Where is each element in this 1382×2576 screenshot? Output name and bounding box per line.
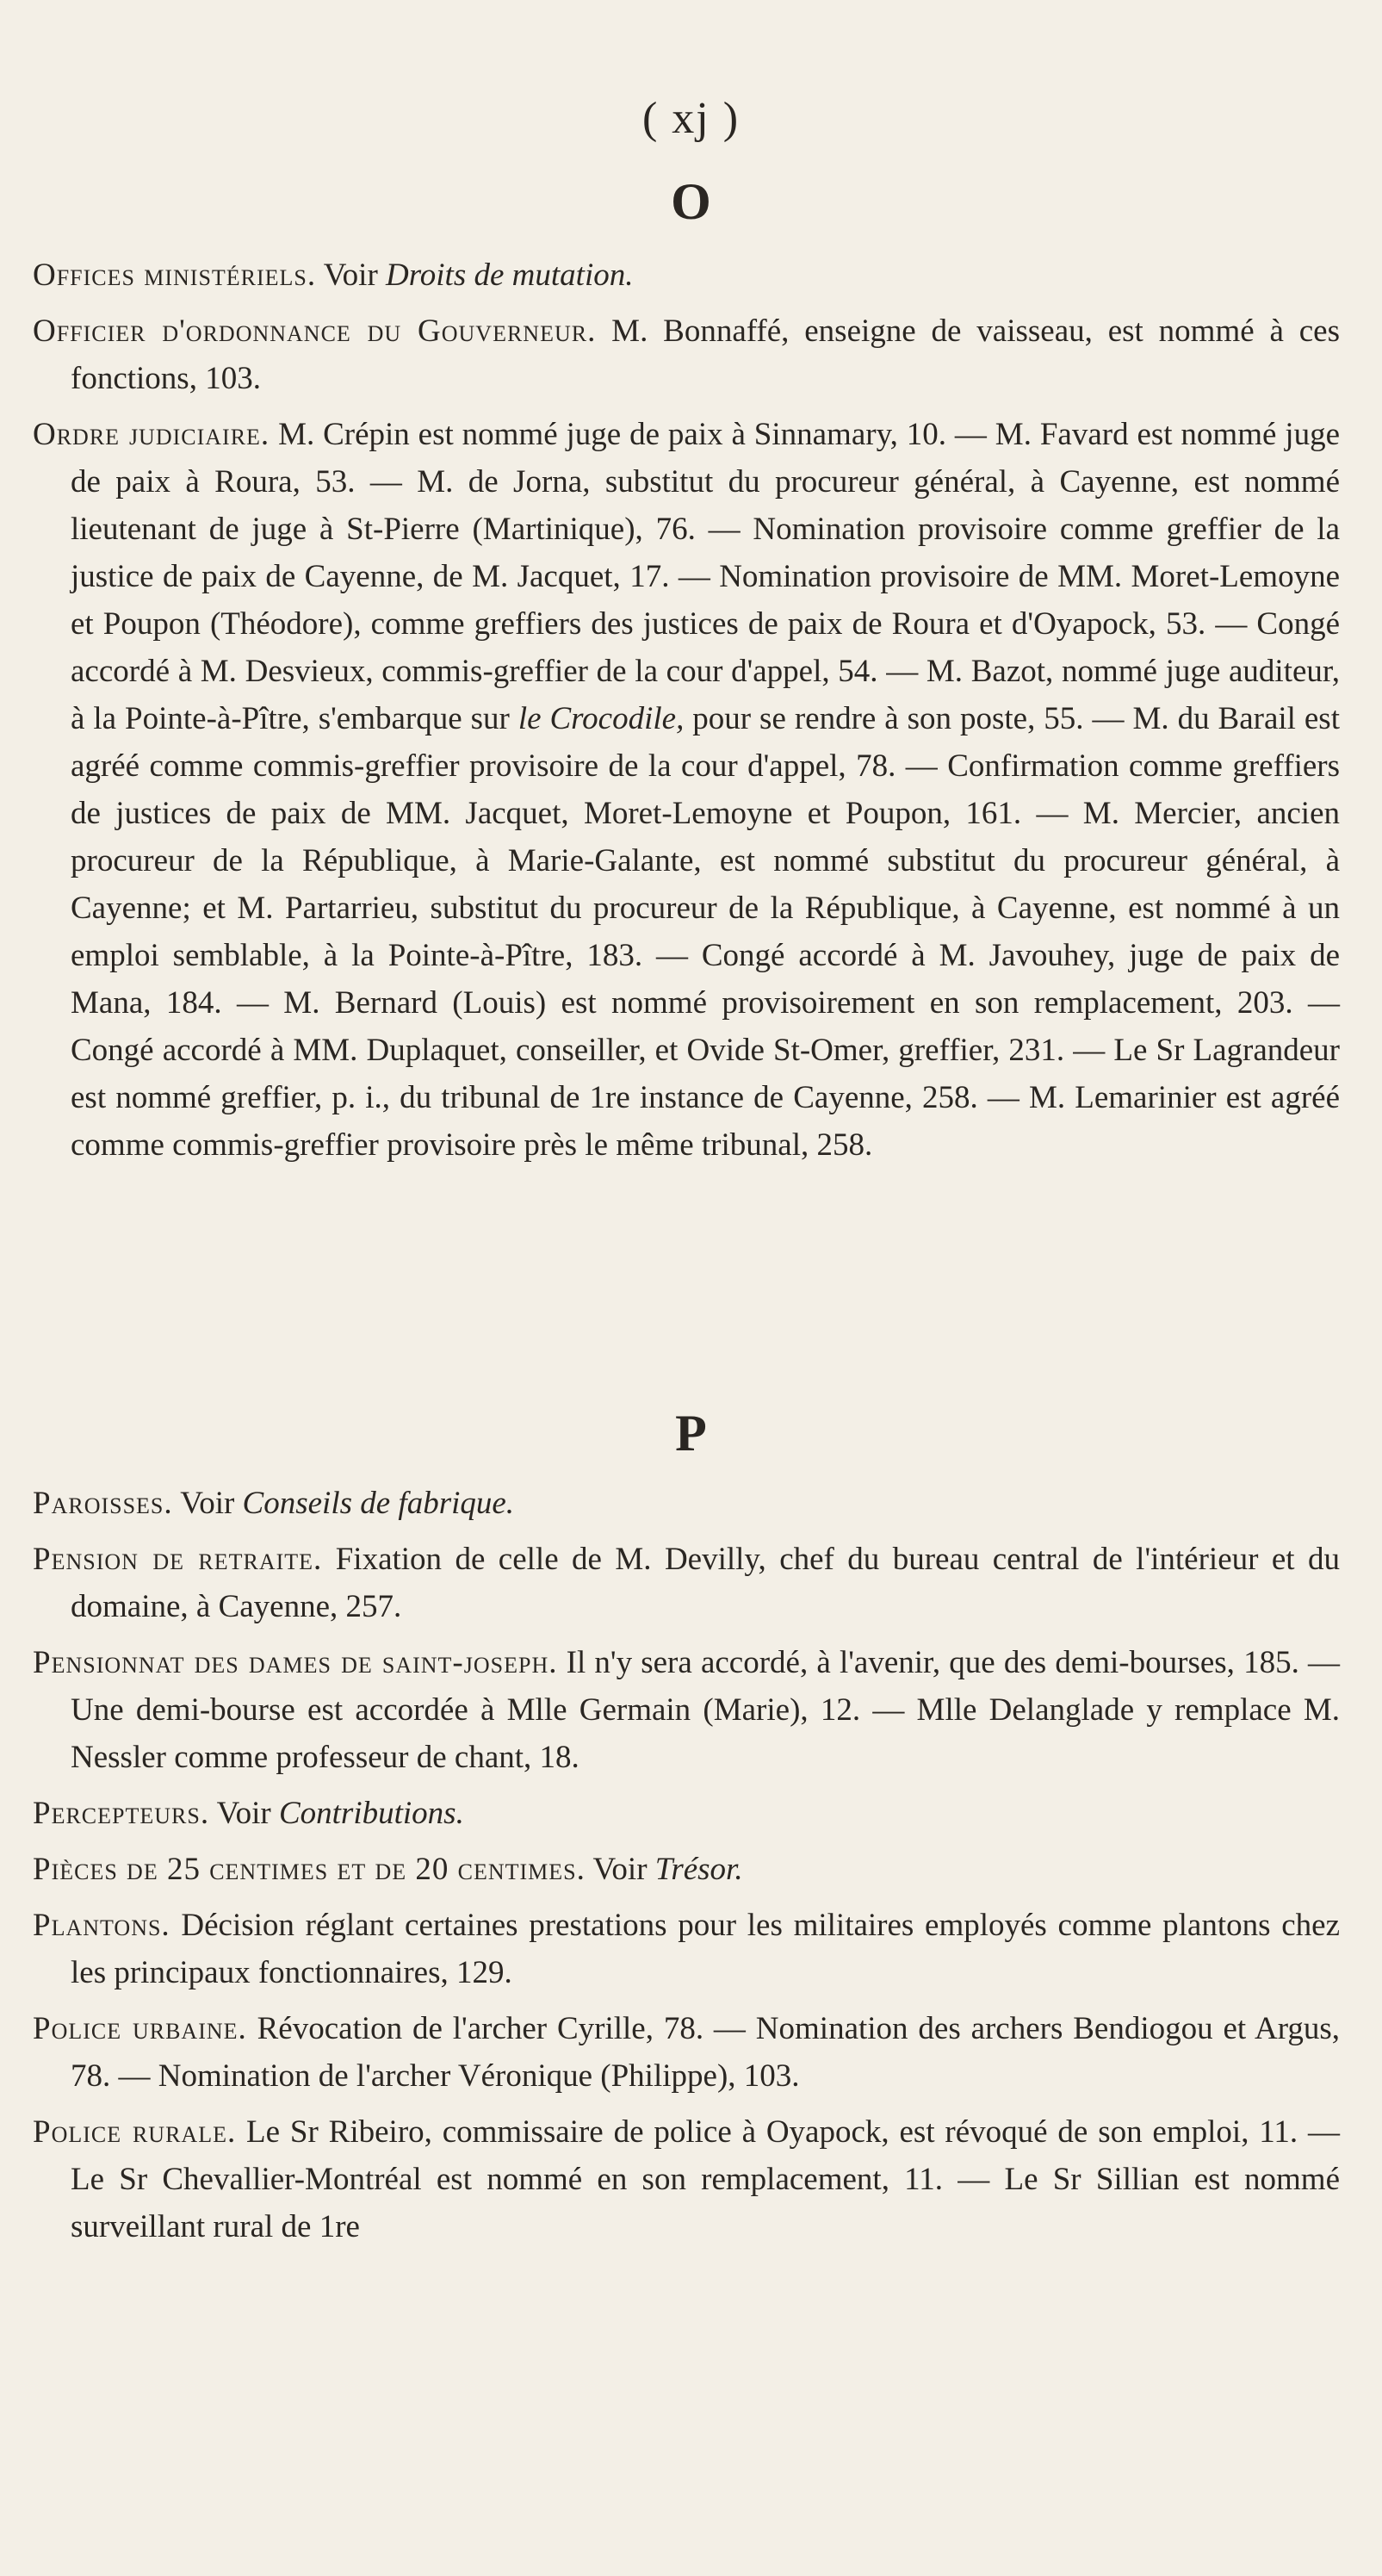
entry-text-continued: pour se rendre à son poste, 55. — M. du Barail est agréé comme commis-greffier provisoire de la cour d'appel, 78. — Confirmation comme greffiers de justices de paix de MM. Jacquet, Moret-Lemoyne et Poupon, 161. — M. Mercier, ancien procureur de la République, à Marie-Galante, est nommé substitut du procureur général, à Cayenne; et M. Partarrieu, substitut du procureur de la République, à Cayenne, est nommé à un emploi semblable, à la Pointe-à-Pître, 183. — Congé accordé à M. Javouhey, juge de paix de Mana, 184. — M. Bernard (Louis) est nommé provisoirement en son remplacement, 203. — Congé accordé à MM. Duplaquet, conseiller, et Ovide St-Omer, greffier, 231. — Le Sr Lagrandeur est nommé greffier, p. i., du tribunal de 1re instance de Cayenne, 258. — M. Lemarinier est agréé comme commis-greffier provisoire près le même tribunal, 258. bbox=[71, 701, 1340, 1163]
section-o-entries bbox=[33, 251, 1340, 1177]
entry-text: Fixation de celle de M. Devilly, chef du bureau central de l'intérieur et du domaine, à Cayenne, 257. bbox=[71, 1542, 1340, 1624]
entry-heading: Paroisses. bbox=[33, 1486, 173, 1521]
index-entry bbox=[33, 411, 1340, 1169]
index-entry bbox=[33, 1790, 1340, 1837]
index-entry bbox=[33, 2005, 1340, 2100]
entry-text: Voir bbox=[209, 1796, 279, 1831]
entry-heading: Pension de retraite. bbox=[33, 1542, 323, 1577]
index-entry bbox=[33, 1846, 1340, 1893]
entry-text: M. Crépin est nommé juge de paix à Sinnamary, 10. — M. Favard est nommé juge de paix à Roura, 53. — M. de Jorna, substitut du procureur général, à Cayenne, est nommé lieutenant de juge à St-Pierre (Martinique), 76. — Nomination provisoire comme greffier de la justice de paix de Cayenne, de M. Jacquet, 17. — Nomination provisoire de MM. Moret-Lemoyne et Poupon (Théodore), comme greffiers des justices de paix de Roura et d'Oyapock, 53. — Congé accordé à M. Desvieux, commis-greffier de la cour d'appel, 54. — M. Bazot, nommé juge auditeur, à la Pointe-à-Pître, s'embarque sur bbox=[71, 417, 1340, 736]
entry-text: Révocation de l'archer Cyrille, 78. — Nomination des archers Bendiogou et Argus, 78. — Nomination de l'archer Véronique (Philippe), 103. bbox=[71, 2011, 1340, 2094]
entry-reference: Contributions. bbox=[278, 1796, 464, 1831]
entry-text: Décision réglant certaines prestations pour les militaires employés comme plantons chez les principaux fonctionnaires, 129. bbox=[71, 1908, 1340, 1990]
entry-heading: Officier d'ordonnance du Gouverneur. bbox=[33, 313, 597, 349]
entry-reference: Trésor. bbox=[654, 1852, 743, 1887]
entry-text: Le Sr Ribeiro, commissaire de police à Oyapock, est révoqué de son emploi, 11. — Le Sr Chevallier-Montréal est nommé en son remplacement, 11. — Le Sr Sillian est nommé surveillant rural de 1re bbox=[71, 2114, 1341, 2244]
page-number: ( xj ) bbox=[641, 94, 741, 143]
section-letter-o: O bbox=[671, 173, 711, 230]
entry-heading: Ordre judiciaire. bbox=[33, 417, 270, 452]
section-letter-p: P bbox=[675, 1405, 707, 1462]
entry-text: Voir bbox=[585, 1852, 655, 1887]
entry-heading: Plantons. bbox=[33, 1908, 170, 1943]
entry-text: M. Bonnaffé, enseigne de vaisseau, est nommé à ces fonctions, 103. bbox=[71, 313, 1340, 396]
index-entry bbox=[33, 2108, 1340, 2250]
entry-heading: Percepteurs. bbox=[33, 1796, 210, 1831]
entry-text: Il n'y sera accordé, à l'avenir, que des demi-bourses, 185. — Une demi-bourse est accordée à Mlle Germain (Marie), 12. — Mlle Delanglade y remplace M. Nessler comme professeur de chant, 18. bbox=[71, 1645, 1340, 1775]
index-entry bbox=[33, 251, 1340, 299]
entry-heading: Pensionnat des dames de saint-joseph. bbox=[33, 1645, 558, 1680]
section-p-entries bbox=[33, 1480, 1340, 2259]
index-entry bbox=[33, 1480, 1340, 1527]
entry-heading: Police urbaine. bbox=[33, 2011, 247, 2046]
entry-ship-name: le Crocodile, bbox=[517, 701, 685, 736]
index-entry bbox=[33, 1639, 1340, 1781]
index-entry bbox=[33, 1902, 1340, 1996]
entry-reference: Conseils de fabrique. bbox=[242, 1486, 515, 1521]
entry-reference: Droits de mutation. bbox=[386, 258, 634, 293]
entry-text: Voir bbox=[172, 1486, 243, 1521]
entry-heading: Police rurale. bbox=[33, 2114, 237, 2150]
entry-text: Voir bbox=[316, 258, 387, 293]
entry-heading: Pièces de 25 centimes et de 20 centimes. bbox=[33, 1852, 586, 1887]
index-entry bbox=[33, 1536, 1340, 1630]
entry-heading: Offices ministériels. bbox=[33, 258, 317, 293]
index-entry bbox=[33, 307, 1340, 402]
